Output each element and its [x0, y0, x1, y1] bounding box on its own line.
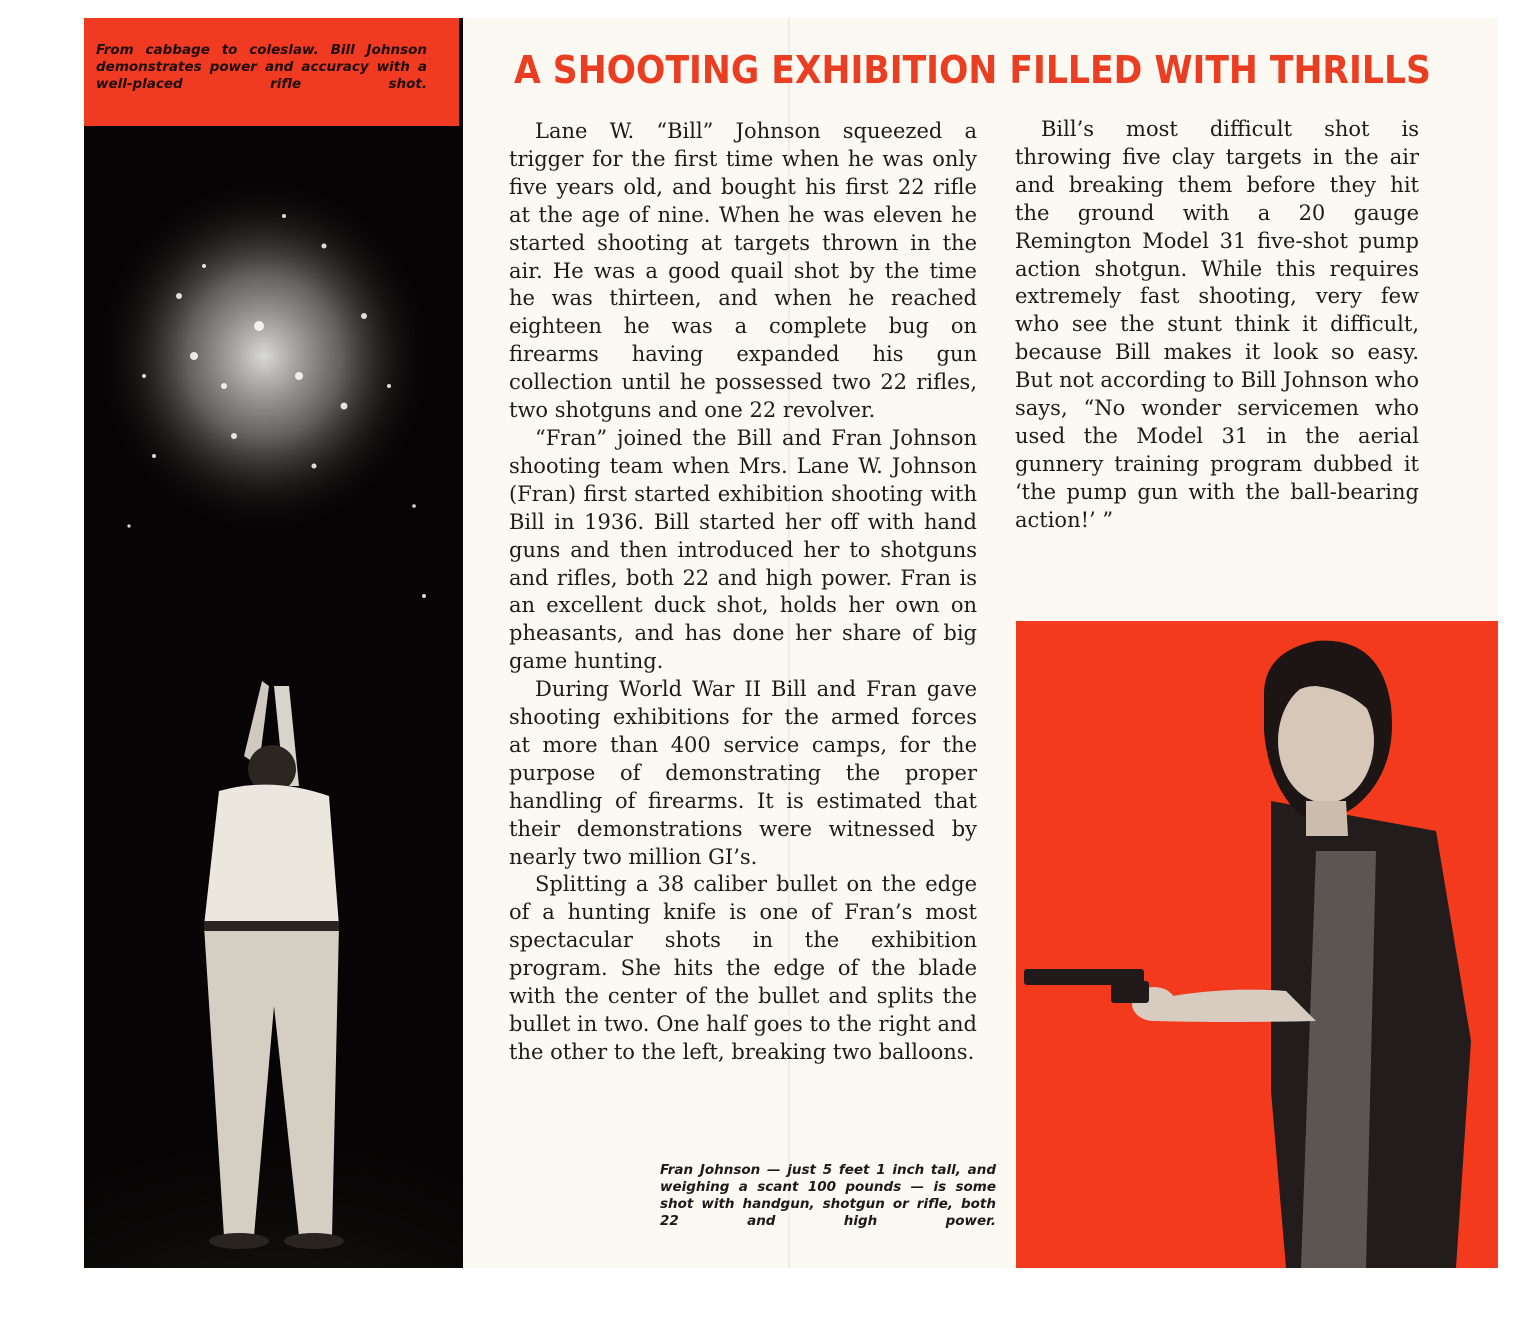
- article-paragraph: “Fran” joined the Bill and Fran Johnson shooting team when Mrs. Lane W. Johnson (Fran) first started exhibition shooting with Bill in 1936. Bill started her off with hand guns and then introduced her to shotguns and rifles, both 22 and high power. Fran is an excellent duck shot, holds her own on pheasants, and has done her share of big game hunting.: [509, 425, 977, 674]
- article-paragraph: Splitting a 38 caliber bullet on the edge of a hunting knife is one of Fran’s most spectacular shots in the exhibition program. She hits the edge of the blade with the center of the bullet and splits the bullet in two. One half goes to the right and the other to the left, breaking two balloons.: [509, 872, 977, 1064]
- fran-johnson-photo: [1016, 621, 1498, 1268]
- article-paragraph: Lane W. “Bill” Johnson squeezed a trigger for the first time when he was only five years old, and bought his first 22 rifle at the age of nine. When he was eleven he started shooting at targets thrown in the air. He was a good quail shot by the time he was thirteen, and when he reached eighteen he was a complete bug on firearms having expanded his gun collection until he possessed two 22 rifles, two shotguns and one 22 revolver.: [509, 119, 977, 423]
- coleslaw-burst: [94, 176, 434, 536]
- article-column-2: [1015, 116, 1419, 535]
- fran-photo-caption: Fran Johnson — just 5 feet 1 inch tall, and weighing a scant 100 pounds — is some shot with handgun, shotgun or rifle, both 22 and high power.: [660, 1162, 996, 1229]
- article-paragraph: Bill’s most difficult shot is throwing five clay targets in the air and breaking them before they hit the ground with a 20 gauge Remington Model 31 five-shot pump action shotgun. While this requires extremely fast shooting, very few who see the stunt think it difficult, because Bill makes it look so easy. But not according to Bill Johnson who says, “No wonder servicemen who used the Model 31 in the aerial gunnery training program dubbed it ‘the pump gun with the ball-bearing action!’ ”: [1015, 117, 1419, 532]
- brochure-page: [84, 18, 1498, 1268]
- left-photo-caption: From cabbage to coleslaw. Bill Johnson demonstrates power and accuracy with a well-placed rifle shot.: [96, 42, 427, 92]
- night-shooting-photo: [84, 126, 463, 1268]
- left-caption-box: [84, 18, 459, 126]
- article-headline: A SHOOTING EXHIBITION FILLED WITH THRILLS: [514, 48, 1431, 92]
- article-column-1: [509, 118, 977, 1067]
- left-photo-column: [84, 18, 463, 1268]
- article-paragraph: During World War II Bill and Fran gave shooting exhibitions for the armed forces at more than 400 service camps, for the purpose of demonstrating the proper handling of firearms. It is estimated that their demonstrations were witnessed by nearly two million GI’s.: [509, 677, 977, 869]
- woman-figure: [1024, 641, 1471, 1268]
